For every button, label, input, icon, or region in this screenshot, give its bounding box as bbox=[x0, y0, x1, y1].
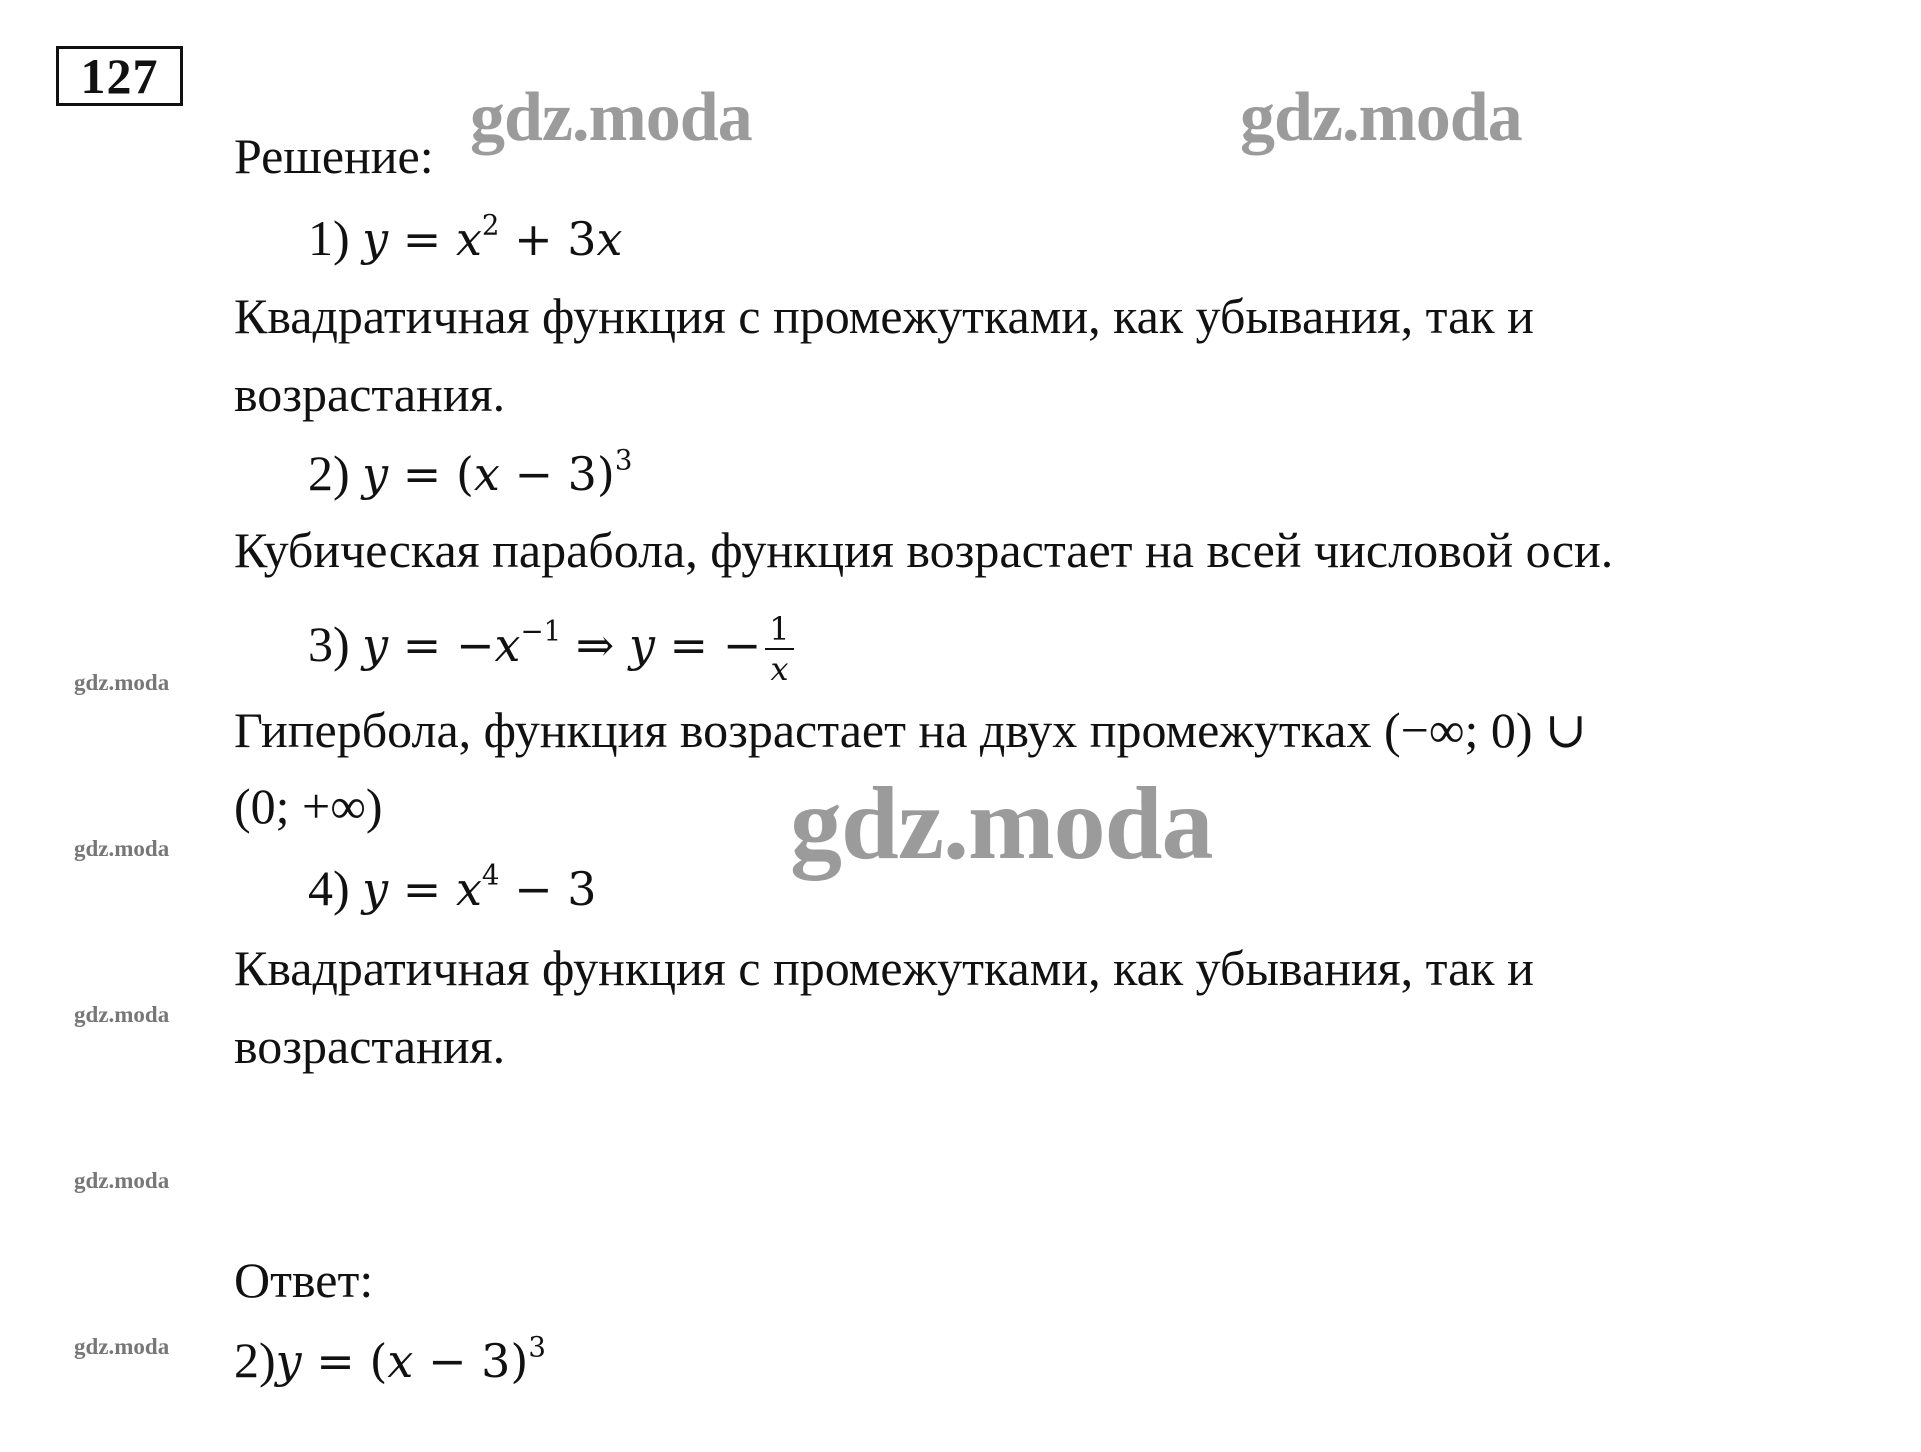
formula-2: 2) $y = (x - 3)^3$ bbox=[308, 443, 633, 501]
explanation-line: Гипербола, функция возрастает на двух промежутках (−∞; 0) ∪ bbox=[234, 702, 1587, 758]
item-label: 4) bbox=[308, 860, 350, 916]
explanation-line: Кубическая парабола, функция возрастает на всей числовой оси. bbox=[234, 522, 1614, 578]
fraction: $\frac{1}{x}$ bbox=[765, 610, 793, 688]
formula-3: 3) $y = -x^{-1}$ ⇒ y = − $\frac{1}{x}$ bbox=[308, 610, 794, 688]
watermark-large: gdz.moda bbox=[1240, 79, 1522, 156]
explanation-line: (0; +∞) bbox=[234, 778, 383, 834]
formula-1: 1) $y = x^2 + 3x$ bbox=[308, 208, 623, 266]
explanation-line: Квадратичная функция с промежутками, как убывания, так и bbox=[234, 288, 1534, 344]
problem-number: 127 bbox=[56, 46, 183, 106]
explanation-line: возрастания. bbox=[234, 366, 506, 422]
answer-formula: $2)y = (x - 3)^3$ bbox=[234, 1330, 546, 1388]
item-label: 3) bbox=[308, 616, 350, 672]
item-label: 2) bbox=[308, 445, 350, 501]
formula-4: 4) $y = x^4 - 3$ bbox=[308, 858, 597, 916]
watermark-small: gdz.moda bbox=[74, 1334, 170, 1359]
watermark-large: gdz.moda bbox=[470, 79, 752, 156]
watermark-large: gdz.moda bbox=[790, 766, 1213, 881]
watermark-small: gdz.moda bbox=[74, 1168, 170, 1193]
explanation-line: Квадратичная функция с промежутками, как убывания, так и bbox=[234, 940, 1534, 996]
explanation-line: возрастания. bbox=[234, 1018, 506, 1074]
item-label: 1) bbox=[308, 210, 350, 266]
solution-label: Решение: bbox=[234, 128, 434, 184]
answer-label: Ответ: bbox=[234, 1252, 374, 1308]
watermark-small: gdz.moda bbox=[74, 1002, 170, 1027]
watermark-small: gdz.moda bbox=[74, 670, 170, 695]
watermark-small: gdz.moda bbox=[74, 836, 170, 861]
